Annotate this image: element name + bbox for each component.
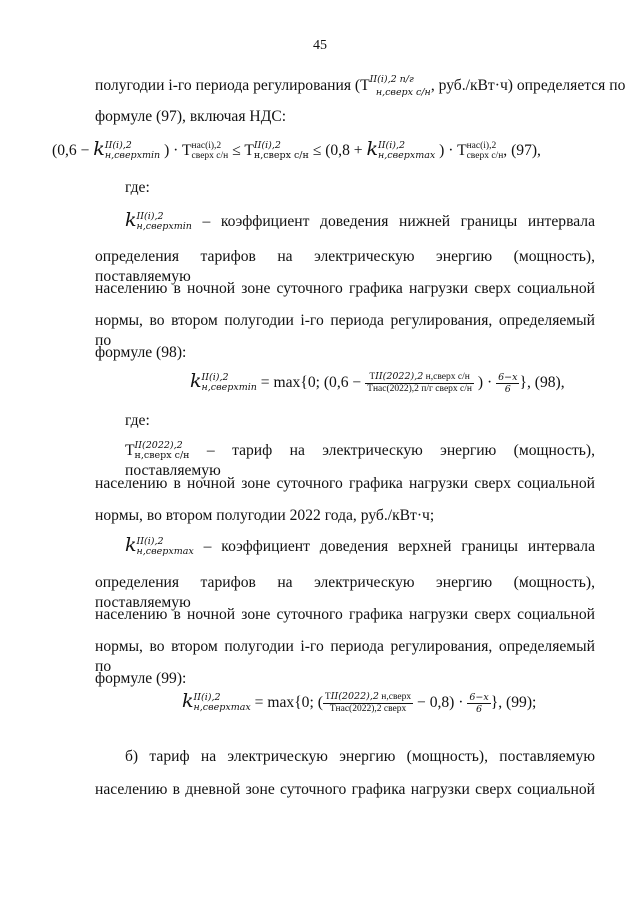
tariff-symbol: T [367,384,373,395]
text-line-2: формуле (97), включая НДС: [95,108,287,125]
index-stack [378,141,435,161]
formula-text: − 0,8) · [417,694,464,711]
tariff-symbol: T [457,142,467,159]
formula-text: ) · [164,142,179,159]
formula-label: , (97), [503,142,541,159]
index-sub: сверх [383,704,407,715]
text-line: населению в ночной зоне суточного графика нагрузки сверх социальной [95,280,595,297]
formula-label: }, (98), [519,374,565,391]
formula-text: = max{0; (0,6 − [260,374,362,391]
tariff-symbol: T [369,372,376,383]
formula-label: }, (99); [490,694,537,711]
paragraph-b-line-1: б) тариф на электрическую энергию (мощность), поставляемую [125,748,595,765]
fraction-denominator: 6 [504,383,511,395]
coefficient-symbol: k [125,209,137,231]
index-subsub: min [173,221,192,233]
index-sub-text: н,сверх [193,702,231,714]
index-sub: н,сверх с/н [253,150,309,162]
text-fragment: – коэффициент доведения нижней границы интервала [202,213,595,230]
text-fragment: полугодии i-го периода регулирования (T [95,77,370,94]
formula-text: ≤ (0,8 + [312,142,363,159]
index-sup: нас(i),2 [191,141,222,152]
index-sub: сверх с/н [191,151,229,162]
text-line: нормы, во втором полугодии 2022 года, руб./кВт·ч; [95,507,435,524]
formula-text: = max{0; ( [254,694,323,711]
text-line: нормы, во втором полугодии i-го периода регулирования, определяемый по [95,312,595,349]
index-stack [105,141,160,161]
index-stack [135,441,190,461]
index-sup: нас(i),2 [466,141,497,152]
kmin-definition [125,210,595,232]
text-fragment: – коэффициент доведения верхней границы интервала [203,538,595,555]
index-subsub: max [415,150,436,162]
text-line: населению в ночной зоне суточного графика нагрузки сверх социальной [95,475,595,492]
coefficient-symbol: k [366,138,378,160]
index-sub: н,сверх с/н [425,372,470,383]
index-sub-text: н,сверх [104,150,143,162]
fraction-numerator: 6−x [469,691,489,703]
text-line: населению в ночной зоне суточного графика нагрузки сверх социальной [95,606,595,623]
tariff-symbol: T [329,704,336,715]
text-line-1 [95,74,626,98]
tariff-subscript: н,сверх с/н [375,87,431,98]
index-sub-text: н,сверх [201,382,239,394]
ratio-numerator [365,371,474,384]
index-subsub: min [142,150,161,162]
text-line: определения тарифов на электрическую энергию (мощность), поставляемую [95,248,595,285]
index-stack [194,693,251,713]
index-subsub: max [230,702,251,714]
index-sub [105,151,160,161]
index-sup: II(i),2 [378,140,406,152]
tariff-symbol: T [125,442,135,459]
index-sup: II(i),2 [193,692,221,704]
ratio-denominator [365,384,474,395]
index-sup: нас(2022),2 [335,704,382,715]
index-stack [137,212,192,232]
index-sup: II(i),2 [104,140,132,152]
index-subsub: max [173,546,194,558]
text-line: формуле (98): [95,344,187,361]
formula-text: (0,6 − [52,142,90,159]
index-sup: II(i),2 [253,140,281,152]
tariff-symbol: T [324,692,331,703]
tariff-symbol: T [182,142,192,159]
index-sub [137,222,192,232]
ratio-numerator [323,691,413,704]
index-sub [137,547,194,557]
text-line: нормы, во втором полугодии i-го периода регулирования, определяемый по [95,638,595,675]
index-sub [202,383,257,393]
formula-98 [190,370,565,395]
index-stack [202,373,257,393]
tariff-ratio [323,691,413,715]
x-fraction [496,372,519,395]
coefficient-symbol: k [190,370,202,392]
index-sub-text: н,сверх [136,221,174,233]
kmax-definition [125,535,595,557]
where-label-1: где: [125,179,150,196]
text-fragment: , руб./кВт·ч) определяется по [430,77,626,94]
index-sup: II(i),2 [136,211,164,223]
text-line: определения тарифов на электрическую энергию (мощность), поставляемую [95,574,595,611]
index-sub [194,703,251,713]
index-stack [192,141,229,161]
index-stack [137,537,194,557]
coefficient-symbol: k [182,690,194,712]
fraction-numerator: 6−x [498,371,518,383]
formula-text: ≤ [232,142,241,159]
index-stack [254,141,309,161]
coefficient-symbol: k [125,534,137,556]
coefficient-symbol: k [93,138,105,160]
page-number: 45 [313,38,327,53]
index-sub: сверх с/н [466,151,504,162]
tariff-ratio [365,371,474,395]
index-subsub: min [238,382,257,394]
x-fraction [467,692,490,715]
index-sub-text: н,сверх [378,150,416,162]
index-sup: II(2022),2 [375,371,424,383]
index-stack [467,141,504,161]
index-sub [378,151,435,161]
index-sub: сверх с/н [435,384,472,395]
paragraph-b-line-2: населению в дневной зоне суточного графика нагрузки сверх социальной [95,781,595,798]
index-sup: II(i),2 [136,536,164,548]
tariff-symbol: T [244,142,254,159]
text-fragment: – тариф на электрическую энергию (мощность), поставляемую [125,442,596,480]
index-sup: II(2022),2 [330,691,379,703]
ratio-denominator [323,704,413,715]
text-line: формуле (99): [95,670,187,687]
index-sub: н,сверх с/н [134,450,190,462]
index-sup: II(2022),2 [134,440,183,452]
tariff-superscript: II(i),2 п/г [369,74,414,85]
formula-99 [182,690,536,715]
formula-text: ) · [439,142,454,159]
formula-97 [52,138,541,161]
index-sup: II(i),2 [201,372,229,384]
fraction-denominator: 6 [476,703,483,715]
index-sub: н,сверх [381,692,412,703]
index-sup: нас(2022),2 п/г [372,384,433,395]
index-sub-text: н,сверх [136,546,174,558]
formula-text: ) · [477,374,493,391]
where-label-2: где: [125,412,150,429]
